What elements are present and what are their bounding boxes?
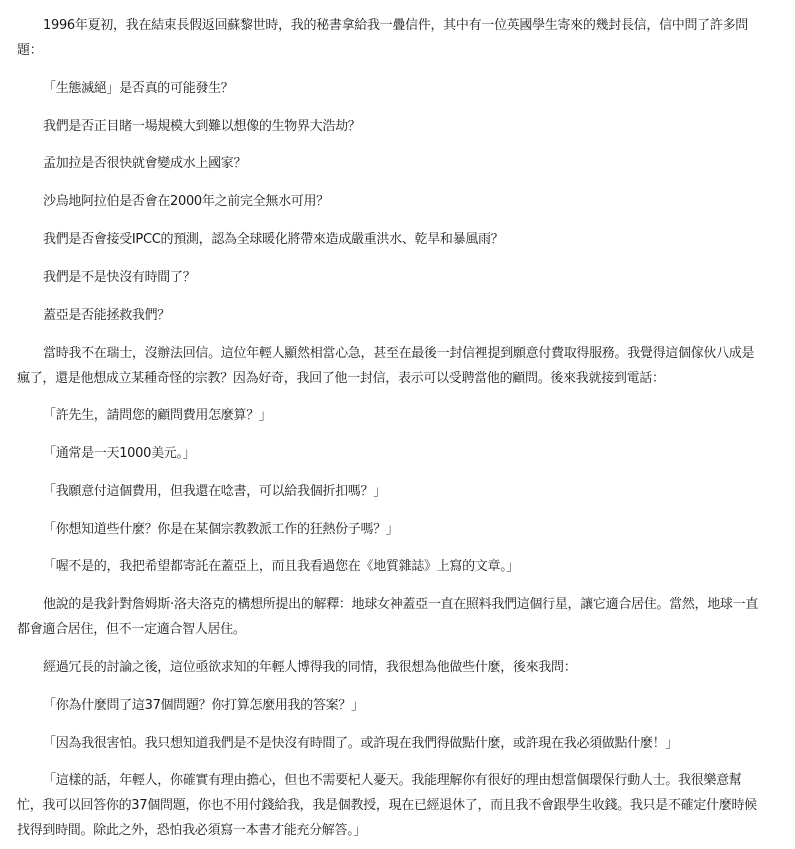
paragraph-dialogue-4: 「你想知道些什麼？你是在某個宗教教派工作的狂熱份子嗎？」 (43, 522, 399, 537)
paragraph-question-6: 我們是不是快沒有時間了？ (43, 270, 196, 285)
paragraph-dialogue-2: 「通常是一天1000美元。」 (43, 446, 196, 461)
paragraph-narrative-2: 他說的是我針對詹姆斯‧洛夫洛克的構想所提出的解釋：地球女神蓋亞一直在照料我們這個行星，讓它適合居住。當然，地球一直都會適合居住，但不一定適合智人居住。 (17, 597, 759, 637)
paragraph-question-3: 孟加拉是否很快就會變成水上國家？ (43, 156, 247, 171)
paragraph-dialogue-3: 「我願意付這個費用，但我還在唸書，可以給我個折扣嗎？」 (43, 484, 386, 499)
paragraph-question-4: 沙烏地阿拉伯是否會在2000年之前完全無水可用？ (43, 194, 329, 209)
paragraph-dialogue-5: 「喔不是的，我把希望都寄託在蓋亞上，而且我看過您在《地質雜誌》上寫的文章。」 (43, 559, 520, 574)
paragraph-question-5: 我們是否會接受IPCC的預測，認為全球暖化將帶來造成嚴重洪水、乾旱和暴風雨？ (43, 232, 504, 247)
paragraph-question-1: 「生態滅絕」是否真的可能發生？ (43, 81, 234, 96)
paragraph-question-7: 蓋亞是否能拯救我們？ (43, 308, 171, 323)
paragraph-dialogue-7: 「因為我很害怕。我只想知道我們是不是快沒有時間了。或許現在我們得做點什麼，或許現在我必須做點什麼！」 (43, 736, 679, 751)
paragraph-narrative-1: 當時我不在瑞士，沒辦法回信。這位年輕人顯然相當心急，甚至在最後一封信裡提到願意付費取得服務。我覺得這個傢伙八成是瘋了，還是他想成立某種奇怪的宗教？因為好奇，我回了他一封信，表示可以受聘當他的顧問。後來我就接到電話： (17, 346, 755, 386)
paragraph-dialogue-1: 「許先生，請問您的顧問費用怎麼算？」 (43, 408, 272, 423)
paragraph-question-2: 我們是否正目睹一場規模大到難以想像的生物界大浩劫？ (43, 119, 361, 134)
paragraph-intro: 1996年夏初，我在結束長假返回蘇黎世時，我的秘書拿給我一疊信件，其中有一位英國學生寄來的幾封長信，信中問了許多問題： (17, 18, 748, 58)
paragraph-dialogue-6: 「你為什麼問了這37個問題？你打算怎麼用我的答案？」 (43, 698, 364, 713)
paragraph-narrative-3: 經過冗長的討論之後，這位亟欲求知的年輕人博得我的同情，我很想為他做些什麼，後來我問： (43, 660, 577, 675)
paragraph-dialogue-8: 「這樣的話，年輕人，你確實有理由擔心，但也不需要杞人憂天。我能理解你有很好的理由想當個環保行動人士。我很樂意幫忙，我可以回答你的37個問題，你也不用付錢給我，我是個教授，現在已經退休了，而且我不會跟學生收錢。我只是不確定什麼時候找得到時間。除此之外，恐怕我必須寫一本書才能充分解答。」 (17, 773, 757, 838)
